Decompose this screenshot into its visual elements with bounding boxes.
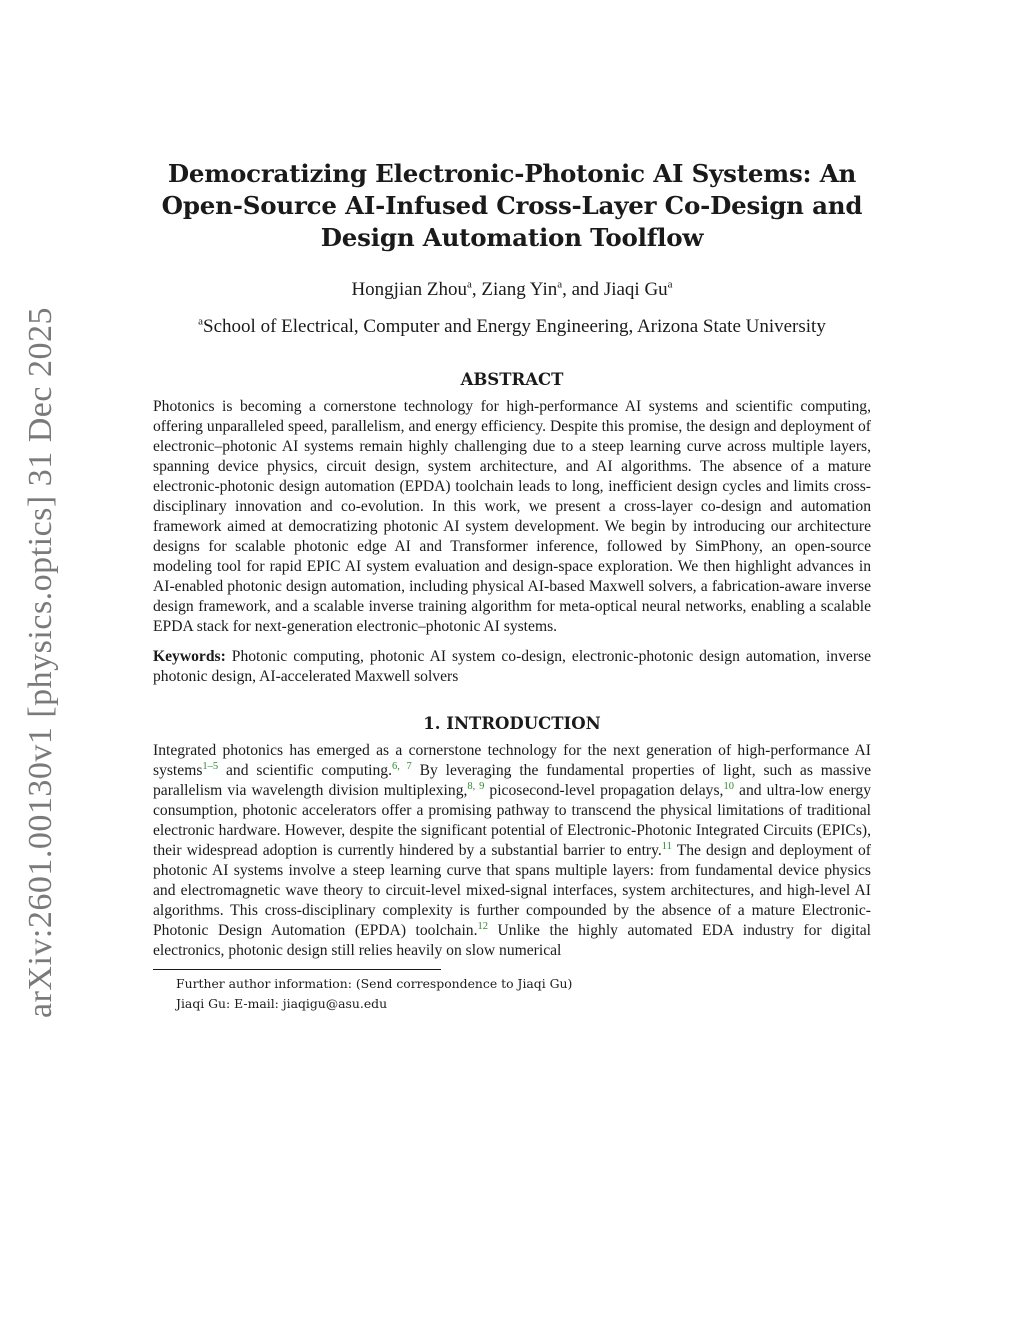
author-affiliation-mark: a xyxy=(467,278,472,291)
intro-text-segment: Unlike the highly automated EDA industry for digital electronics, photonic design still relies heavily on slow numerical xyxy=(153,922,871,959)
citation-link[interactable]: 12 xyxy=(477,920,488,932)
citation-link[interactable]: 11 xyxy=(661,840,672,852)
citation-link[interactable]: 8, 9 xyxy=(467,780,485,792)
keywords-text: Photonic computing, photonic AI system co-design, electronic-photonic design automation, inverse photonic design, AI-accelerated Maxwell solvers xyxy=(153,648,871,685)
title-line: Open-Source AI-Infused Cross-Layer Co-Design and xyxy=(161,191,863,220)
footnote xyxy=(153,974,871,1014)
intro-text-segment: Integrated photonics has emerged as a cornerstone technology for the next generation of high-performance AI systems xyxy=(153,742,871,779)
intro-text-segment: picosecond-level propagation delays, xyxy=(484,782,724,799)
abstract-heading: ABSTRACT xyxy=(460,370,564,389)
intro-text-segment: and ultra-low energy consumption, photonic accelerators offer a promising pathway to transcend the physical limitations of traditional electronic hardware. However, despite the significant potential of Electronic-Photonic Integrated Circuits (EPICs), their widespread adoption is currently hindered by a substantial barrier to entry. xyxy=(153,782,872,859)
footnote-divider xyxy=(153,969,441,970)
introduction-text xyxy=(153,741,871,961)
author-name: Hongjian Zhou xyxy=(351,279,468,300)
author-affiliation-mark: a xyxy=(667,278,673,291)
title-line: Democratizing Electronic-Photonic AI Systems: An xyxy=(167,159,857,188)
intro-text-segment: and scientific computing. xyxy=(218,762,392,779)
affiliation-text: School of Electrical, Computer and Energy Engineering, Arizona State University xyxy=(203,316,826,337)
author-separator: , xyxy=(471,279,482,300)
paper-page xyxy=(153,0,871,1014)
author-name: Jiaqi Gu xyxy=(603,279,668,300)
title-line: Design Automation Toolflow xyxy=(320,223,704,252)
citation-link[interactable]: 1–5 xyxy=(202,760,219,772)
footnote-line: Further author information: (Send correspondence to Jiaqi Gu) xyxy=(176,976,573,991)
intro-text-segment: By leveraging the fundamental properties of light, such as massive parallelism via wavelength division multiplexing, xyxy=(153,762,871,799)
keywords-label: Keywords: xyxy=(153,648,226,665)
footnote-line: Jiaqi Gu: E-mail: jiaqigu@asu.edu xyxy=(176,996,388,1011)
paper-title xyxy=(153,158,871,254)
intro-text-segment: The design and deployment of photonic AI systems involve a steep learning curve that spans multiple layers: from fundamental device physics and electromagnetic wave theory to circuit-level mixed-signal interfaces, system architectures, and high-level AI algorithms. This cross-disciplinary complexity is further compounded by the absence of a mature Electronic-Photonic Design Automation (EPDA) toolchain. xyxy=(153,842,871,939)
affiliation-mark: a xyxy=(198,315,204,328)
arxiv-identifier: arXiv:2601.00130v1 [physics.optics] 31 Dec 2025 xyxy=(22,307,59,1019)
author-list xyxy=(153,278,871,302)
affiliation xyxy=(153,315,871,339)
keywords xyxy=(153,647,871,687)
author-separator: , and xyxy=(562,279,604,300)
author-affiliation-mark: a xyxy=(557,278,563,291)
citation-link[interactable]: 6, 7 xyxy=(392,760,412,772)
citation-link[interactable]: 10 xyxy=(723,780,734,792)
author-name: Ziang Yin xyxy=(481,279,558,300)
abstract-text: Photonics is becoming a cornerstone technology for high-performance AI systems and scientific computing, offering unparalleled speed, parallelism, and energy efficiency. Despite this promise, the design and deployment of electronic–photonic AI systems remain highly challenging due to a steep learning curve across multiple layers, spanning device physics, circuit design, system architecture, and AI algorithms. The absence of a mature electronic-photonic design automation (EPDA) toolchain leads to long, inefficient design cycles and limits cross-disciplinary innovation and co-evolution. In this work, we present a cross-layer co-design and automation framework aimed at democratizing photonic AI system development. We begin by introducing our architecture designs for scalable photonic edge AI and Transformer inference, followed by SimPhony, an open-source modeling tool for rapid EPIC AI system evaluation and design-space exploration. We then highlight advances in AI-enabled photonic design automation, including physical AI-based Maxwell solvers, a fabrication-aware inverse design framework, and a scalable inverse training algorithm for meta-optical neural networks, enabling a scalable EPDA stack for next-generation electronic–photonic AI systems. xyxy=(153,398,871,635)
introduction-heading: 1. INTRODUCTION xyxy=(423,714,601,733)
